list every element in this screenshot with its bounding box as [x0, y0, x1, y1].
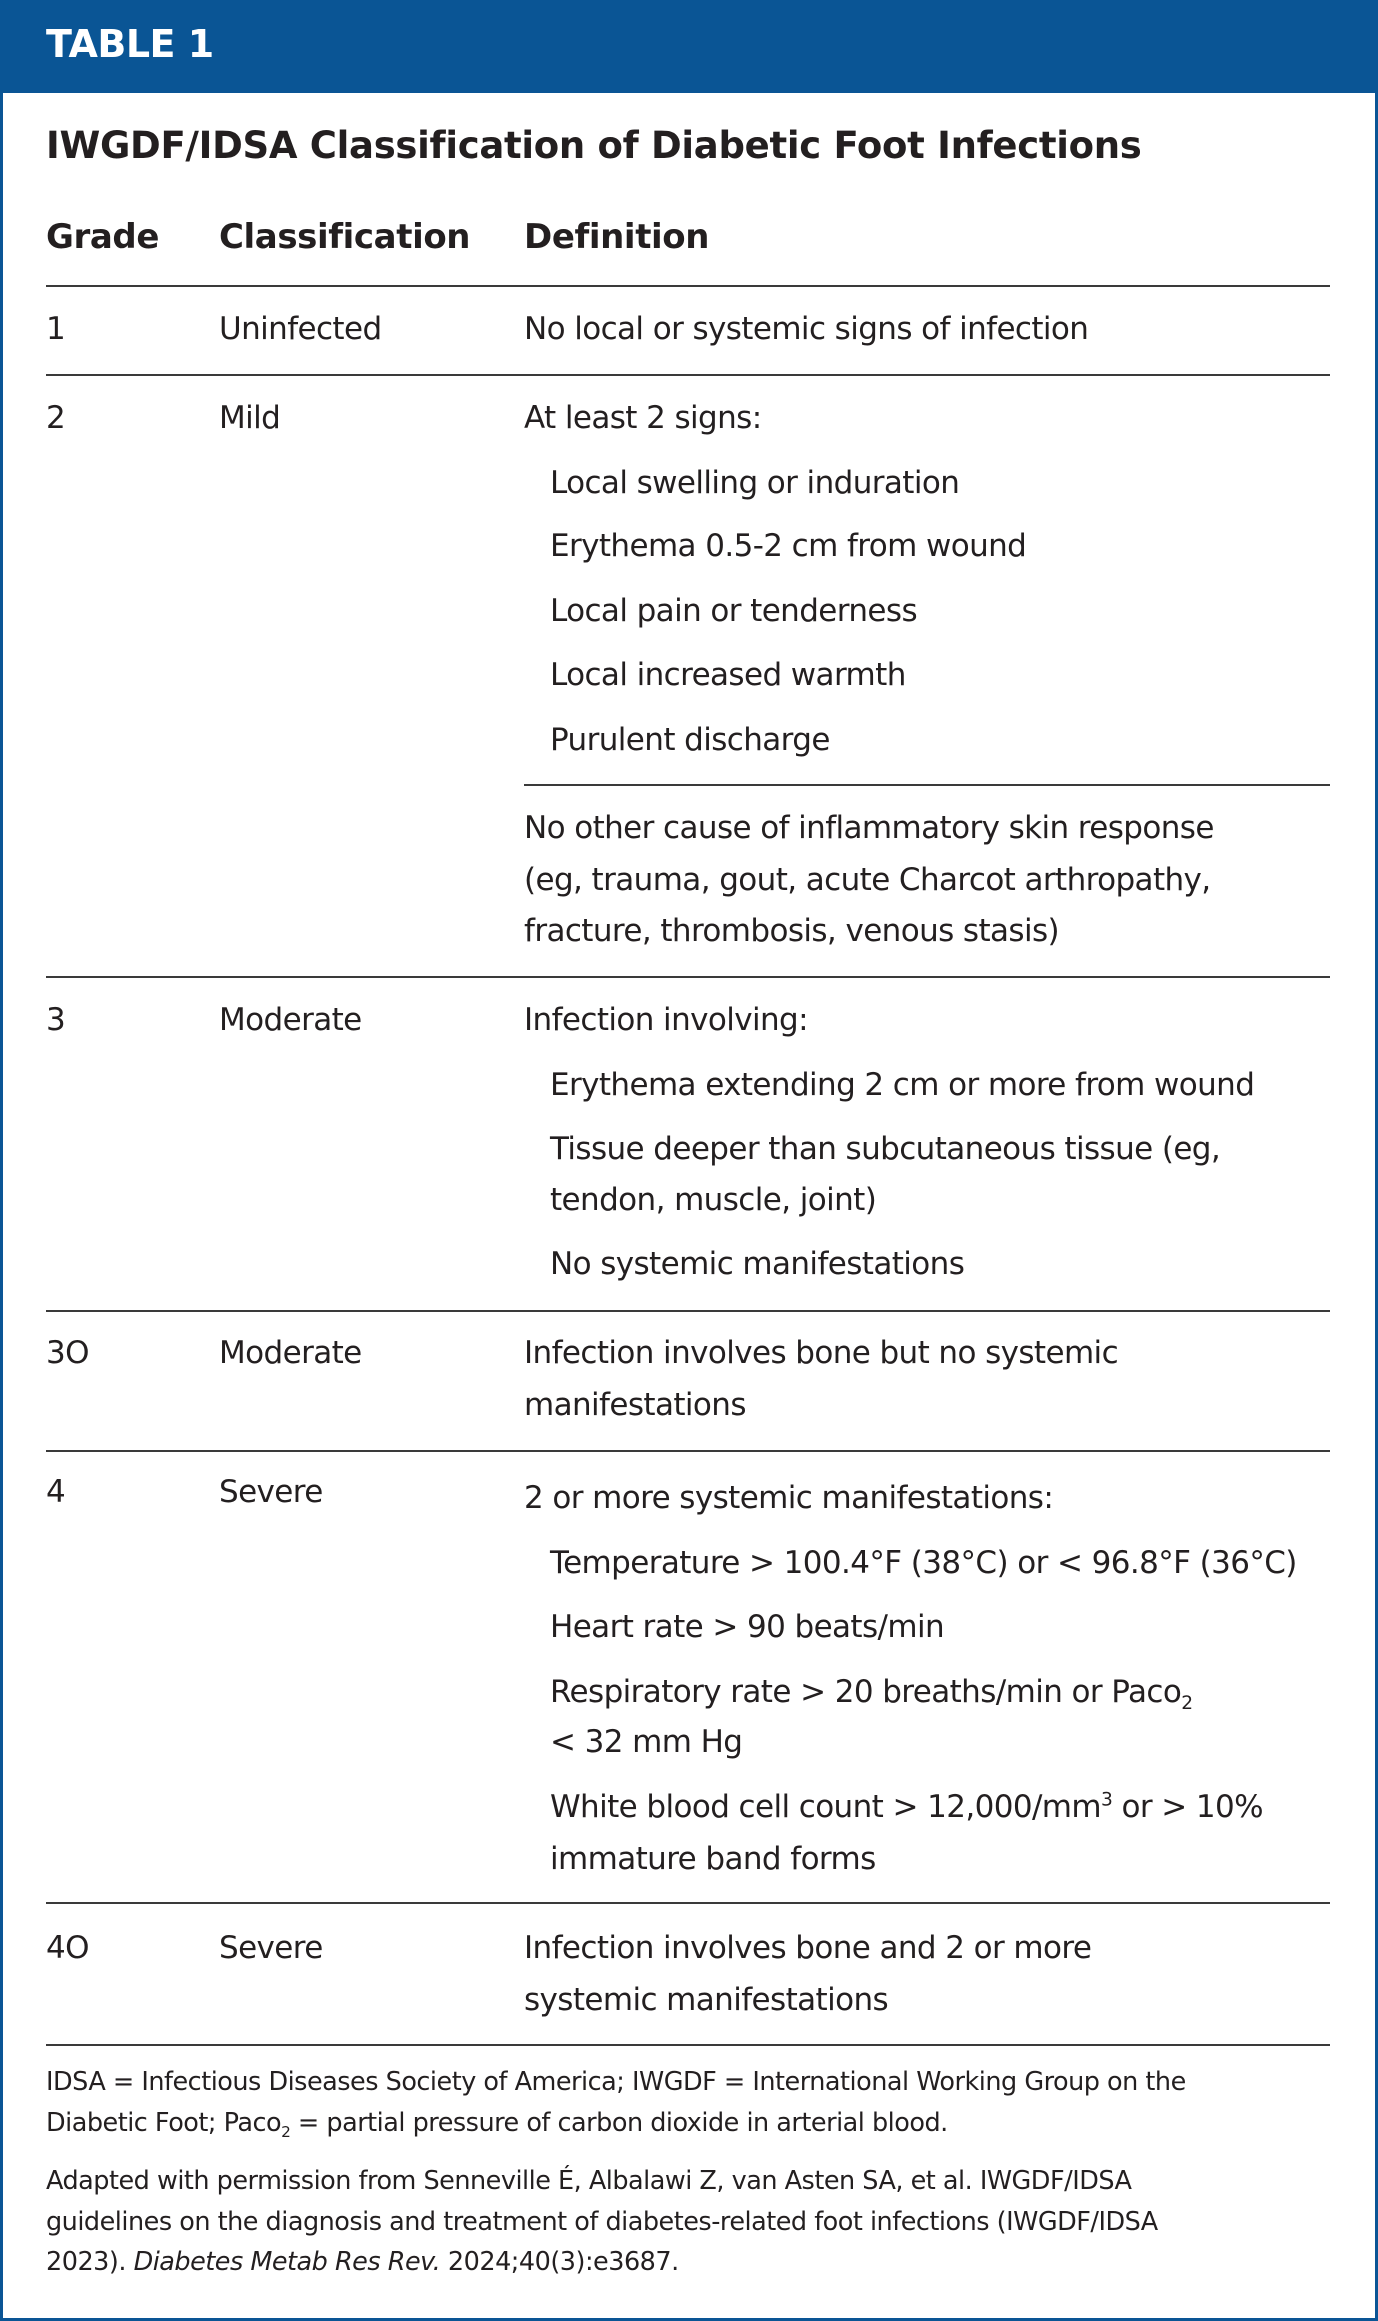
definition-item — [550, 1667, 1192, 1718]
abbreviations-footnote — [46, 2103, 948, 2144]
definition-item: Purulent discharge — [550, 722, 830, 758]
row-grade: 4 — [46, 1474, 66, 1510]
row-grade: 4O — [46, 1930, 89, 1966]
row-definition: No local or systemic signs of infection — [524, 311, 1089, 347]
row-classification: Severe — [219, 1930, 323, 1966]
source-citation: guidelines on the diagnosis and treatment of diabetes-related foot infections (IWGDF/IDSA — [46, 2207, 1158, 2237]
header-rule — [46, 285, 1330, 287]
row-divider — [46, 976, 1330, 978]
row-grade: 3O — [46, 1335, 89, 1371]
subscript: 2 — [1181, 1693, 1193, 1715]
definition-item: Local swelling or induration — [550, 465, 960, 501]
table-title: IWGDF/IDSA Classification of Diabetic Foot Infections — [46, 124, 1142, 167]
column-header-classification: Classification — [219, 217, 471, 257]
row-divider — [46, 1310, 1330, 1312]
row-grade: 1 — [46, 311, 66, 347]
definition-item: Local pain or tenderness — [550, 593, 918, 629]
row-definition: Infection involving: — [524, 1002, 808, 1038]
definition-item: immature band forms — [550, 1841, 876, 1877]
journal-name: Diabetes Metab Res Rev. — [133, 2247, 441, 2277]
table-header-bar — [0, 0, 1378, 93]
citation-text: 2024;40(3):e3687. — [440, 2247, 679, 2277]
row-definition: systemic manifestations — [524, 1982, 889, 2018]
definition-item: Erythema extending 2 cm or more from wound — [550, 1067, 1255, 1103]
row-definition: Infection involves bone and 2 or more — [524, 1930, 1092, 1966]
row-classification: Uninfected — [219, 311, 382, 347]
source-citation — [46, 2242, 679, 2283]
definition-item: Heart rate > 90 beats/min — [550, 1609, 945, 1645]
source-citation: Adapted with permission from Senneville É, Albalawi Z, van Asten SA, et al. IWGDF/IDSA — [46, 2166, 1132, 2196]
row-classification: Severe — [219, 1474, 323, 1510]
definition-item: Tissue deeper than subcutaneous tissue (eg, — [550, 1131, 1221, 1167]
definition-note: No other cause of inflammatory skin response — [524, 810, 1214, 846]
row-definition: Infection involves bone but no systemic — [524, 1335, 1119, 1371]
row-definition: At least 2 signs: — [524, 400, 762, 436]
definition-item: < 32 mm Hg — [550, 1724, 743, 1760]
definition-item: Temperature > 100.4°F (38°C) or < 96.8°F (36°C) — [550, 1545, 1297, 1581]
citation-text: 2023). — [46, 2247, 134, 2277]
table-label: TABLE 1 — [46, 22, 214, 66]
footnote-text: = partial pressure of carbon dioxide in arterial blood. — [290, 2108, 948, 2138]
row-grade: 2 — [46, 400, 66, 436]
row-grade: 3 — [46, 1002, 66, 1038]
footnote-text: Diabetic Foot; Paco — [46, 2108, 282, 2138]
row-classification: Moderate — [219, 1002, 362, 1038]
superscript: 3 — [1101, 1789, 1113, 1811]
column-header-grade: Grade — [46, 217, 160, 257]
item-text: Respiratory rate > 20 breaths/min or Paco — [550, 1674, 1182, 1710]
row-divider — [46, 1902, 1330, 1904]
row-divider — [46, 1450, 1330, 1452]
abbreviations-footnote: IDSA = Infectious Diseases Society of America; IWGDF = International Working Group on the — [46, 2067, 1186, 2097]
item-text: White blood cell count > 12,000/mm — [550, 1789, 1101, 1825]
subscript: 2 — [281, 2123, 291, 2142]
definition-item: Local increased warmth — [550, 657, 906, 693]
definition-item: tendon, muscle, joint) — [550, 1182, 877, 1218]
row-classification: Mild — [219, 400, 281, 436]
definition-note: fracture, thrombosis, venous stasis) — [524, 913, 1060, 949]
row-definition: 2 or more systemic manifestations: — [524, 1480, 1054, 1516]
column-header-definition: Definition — [524, 217, 710, 257]
row-classification: Moderate — [219, 1335, 362, 1371]
definition-note: (eg, trauma, gout, acute Charcot arthropathy, — [524, 862, 1211, 898]
definition-item — [550, 1782, 1263, 1833]
item-text: or > 10% — [1112, 1789, 1263, 1825]
sub-divider — [524, 784, 1330, 786]
definition-item: No systemic manifestations — [550, 1246, 965, 1282]
definition-item: Erythema 0.5-2 cm from wound — [550, 528, 1027, 564]
row-divider — [46, 374, 1330, 376]
table-bottom-rule — [46, 2044, 1330, 2046]
row-definition: manifestations — [524, 1387, 746, 1423]
